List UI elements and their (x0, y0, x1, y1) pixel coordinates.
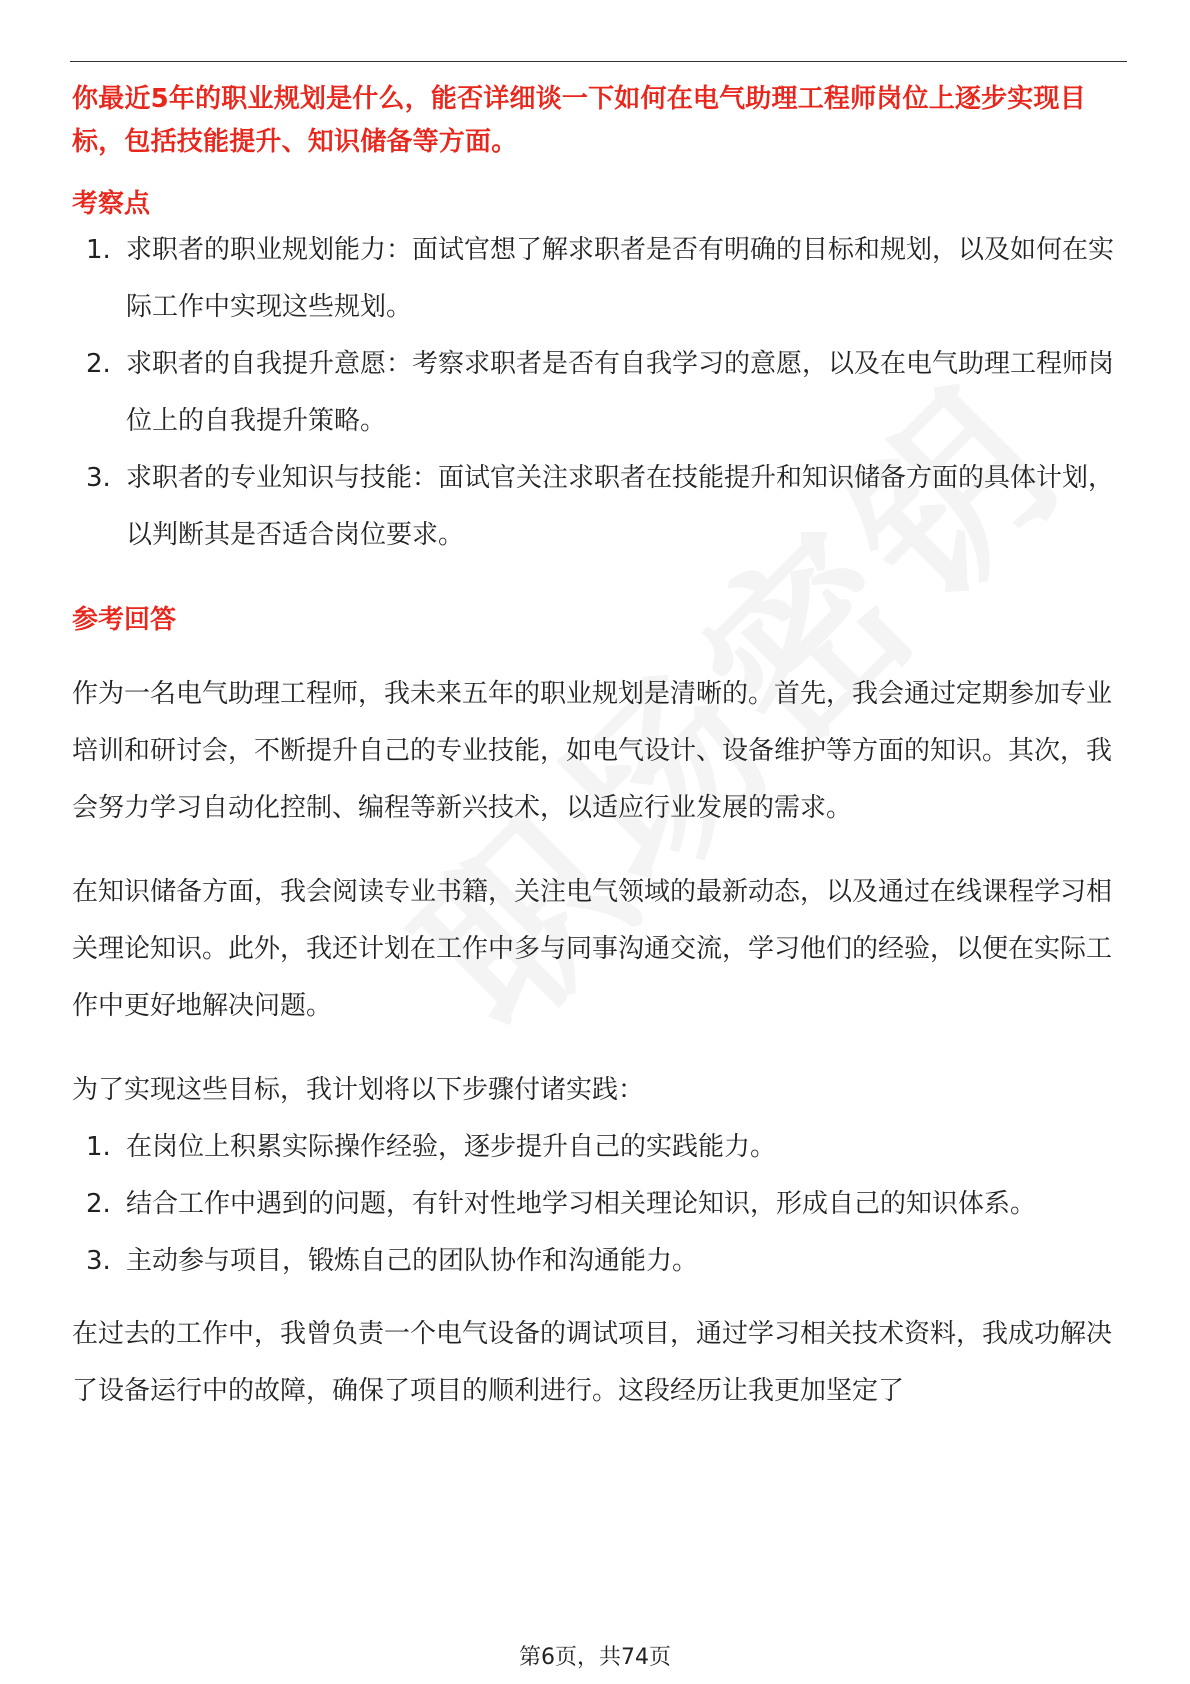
header-rule (70, 61, 1127, 62)
list-item-text: 主动参与项目，锻炼自己的团队协作和沟通能力。 (126, 1246, 699, 1276)
answer-paragraph: 在知识储备方面，我会阅读专业书籍，关注电气领域的最新动态，以及通过在线课程学习相关理论知识。此外，我还计划在工作中多与同事沟通交流，学习他们的经验，以便在实际工作中更好地解决问题。 (72, 877, 1113, 1021)
list-item-number: 3. (86, 463, 111, 493)
list-item-number: 3. (86, 1246, 111, 1276)
list-item-text: 结合工作中遇到的问题，有针对性地学习相关理论知识，形成自己的知识体系。 (126, 1189, 1037, 1219)
section-title-kaochadian: 考察点 (72, 189, 151, 219)
list-item (72, 1119, 1122, 1176)
list-item-number: 1. (86, 235, 111, 265)
list-item-number: 1. (86, 1132, 111, 1162)
steps-list (72, 1119, 1122, 1290)
list-item (72, 1176, 1122, 1233)
list-item (72, 1233, 1122, 1290)
answer-paragraph: 作为一名电气助理工程师，我未来五年的职业规划是清晰的。首先，我会通过定期参加专业培训和研讨会，不断提升自己的专业技能，如电气设计、设备维护等方面的知识。其次，我会努力学习自动化控制、编程等新兴技术，以适应行业发展的需求。 (72, 679, 1113, 823)
answer-paragraph: 在过去的工作中，我曾负责一个电气设备的调试项目，通过学习相关技术资料，我成功解决了设备运行中的故障，确保了项目的顺利进行。这段经历让我更加坚定了 (72, 1319, 1113, 1406)
list-item (72, 450, 1122, 564)
list-item-text: 在岗位上积累实际操作经验，逐步提升自己的实践能力。 (126, 1132, 777, 1162)
kaochadian-list (72, 222, 1122, 564)
list-item-text: 求职者的专业知识与技能：面试官关注求职者在技能提升和知识储备方面的具体计划，以判断其是否适合岗位要求。 (126, 463, 1115, 550)
question-heading: 你最近5年的职业规划是什么，能否详细谈一下如何在电气助理工程师岗位上逐步实现目标，包括技能提升、知识储备等方面。 (72, 84, 1086, 157)
list-item (72, 222, 1122, 336)
list-item (72, 336, 1122, 450)
answer-paragraph: 为了实现这些目标，我计划将以下步骤付诸实践： (72, 1075, 645, 1105)
page-number: 第6页，共74页 (519, 1645, 671, 1670)
list-item-number: 2. (86, 349, 111, 379)
list-item-number: 2. (86, 1189, 111, 1219)
list-item-text: 求职者的自我提升意愿：考察求职者是否有自我学习的意愿，以及在电气助理工程师岗位上的自我提升策略。 (126, 349, 1115, 436)
list-item-text: 求职者的职业规划能力：面试官想了解求职者是否有明确的目标和规划，以及如何在实际工作中实现这些规划。 (126, 235, 1115, 322)
page-content (72, 78, 1122, 1420)
section-title-cankao: 参考回答 (72, 605, 177, 635)
